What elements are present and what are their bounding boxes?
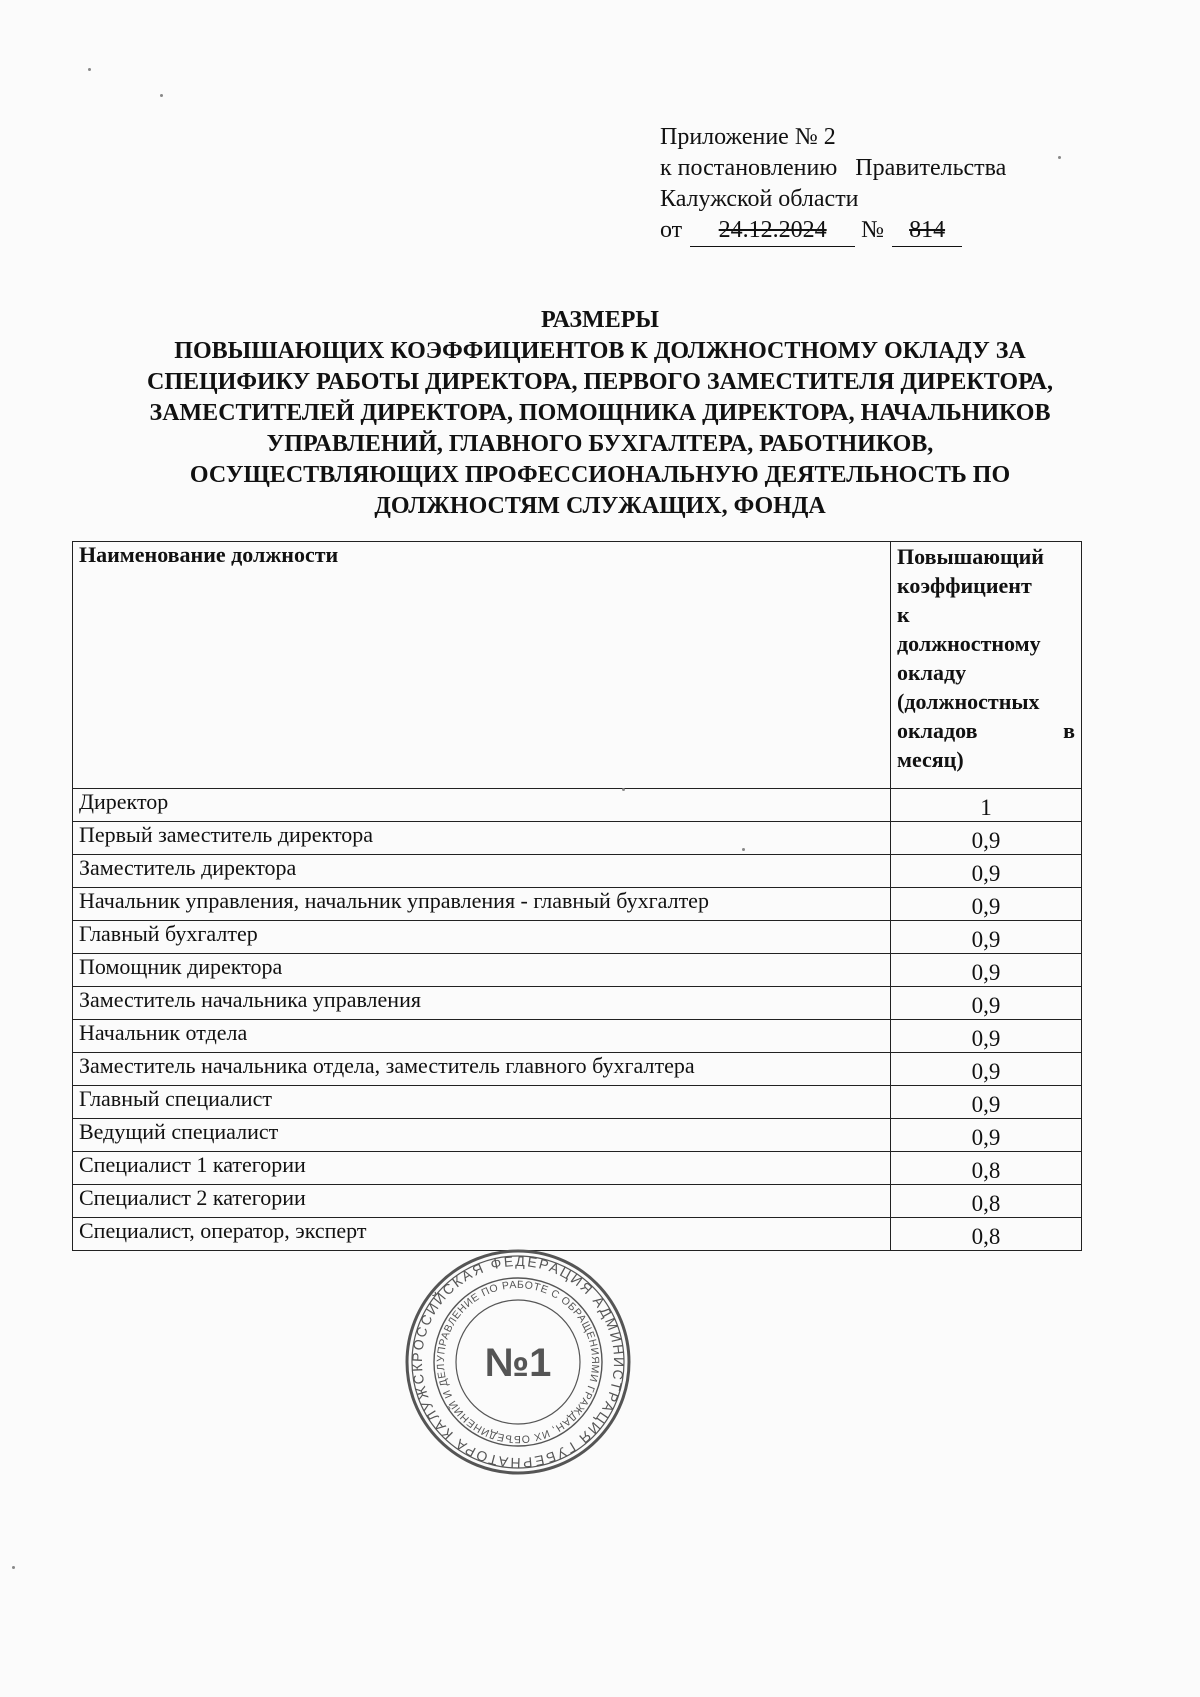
coefficient-value-cell: 0,9 xyxy=(891,855,1082,888)
coefficient-value-cell: 0,8 xyxy=(891,1218,1082,1251)
appendix-line-3: Калужской области xyxy=(660,186,859,212)
coefficient-value-cell: 0,9 xyxy=(891,888,1082,921)
scan-speck xyxy=(622,788,625,791)
coefficient-value-cell: 0,8 xyxy=(891,1152,1082,1185)
coefficient-value-cell: 0,9 xyxy=(891,1020,1082,1053)
header-coef-word: окладов xyxy=(897,718,978,743)
header-coef-line: Повышающий xyxy=(897,544,1044,569)
title-line: УПРАВЛЕНИЙ, ГЛАВНОГО БУХГАЛТЕРА, РАБОТНИКОВ, xyxy=(266,431,934,457)
header-position-name: Наименование должности xyxy=(73,542,891,789)
appendix-date: 24.12.2024 xyxy=(690,215,855,247)
position-name-cell: Заместитель директора xyxy=(73,855,891,888)
scan-speck xyxy=(12,1566,15,1569)
table-row xyxy=(73,921,1082,954)
appendix-line-4 xyxy=(660,215,1006,247)
coefficient-value-cell: 0,9 xyxy=(891,1119,1082,1152)
scan-speck xyxy=(88,68,91,71)
scan-speck xyxy=(1058,156,1061,159)
position-name-cell: Специалист, оператор, эксперт xyxy=(73,1218,891,1251)
table-header-row xyxy=(73,542,1082,789)
official-seal xyxy=(404,1248,632,1476)
position-name-cell: Начальник отдела xyxy=(73,1020,891,1053)
title-line: РАЗМЕРЫ xyxy=(541,307,659,333)
table-row xyxy=(73,1119,1082,1152)
appendix-line-1: Приложение № 2 xyxy=(660,124,836,150)
header-coef-line: (должностных xyxy=(897,689,1040,714)
position-name-cell: Ведущий специалист xyxy=(73,1119,891,1152)
table-row xyxy=(73,888,1082,921)
scan-speck xyxy=(160,94,163,97)
coefficient-value-cell: 0,8 xyxy=(891,1185,1082,1218)
table-row xyxy=(73,1086,1082,1119)
header-coefficient xyxy=(891,542,1082,789)
title-line: ОСУЩЕСТВЛЯЮЩИХ ПРОФЕССИОНАЛЬНУЮ ДЕЯТЕЛЬНОСТЬ ПО xyxy=(189,462,1011,488)
header-coef-line: к xyxy=(897,602,910,627)
header-coef-line xyxy=(897,716,1075,745)
document-title xyxy=(80,305,1120,522)
title-line: ПОВЫШАЮЩИХ КОЭФФИЦИЕНТОВ К ДОЛЖНОСТНОМУ ОКЛАДУ ЗА xyxy=(174,338,1026,364)
coefficient-value-cell: 0,9 xyxy=(891,1086,1082,1119)
appendix-block xyxy=(660,122,1006,247)
title-line: СПЕЦИФИКУ РАБОТЫ ДИРЕКТОРА, ПЕРВОГО ЗАМЕСТИТЕЛЯ ДИРЕКТОРА, xyxy=(146,369,1054,395)
position-name-cell: Главный бухгалтер xyxy=(73,921,891,954)
table-row xyxy=(73,1218,1082,1251)
position-name-cell: Специалист 2 категории xyxy=(73,1185,891,1218)
coefficient-value-cell: 1 xyxy=(891,789,1082,822)
seal-outer-text: РОССИЙСКАЯ ФЕДЕРАЦИЯ АДМИНИСТРАЦИЯ ГУБЕРНАТОРА КАЛУЖСК xyxy=(408,1252,628,1472)
appendix-ot-label: от xyxy=(660,217,683,243)
seal-inner-text: УПРАВЛЕНИЕ ПО РАБОТЕ С ОБРАЩЕНИЯМИ ГРАЖДАН, ИХ ОБЪЕДИНЕНИЙ И ДЕЛ xyxy=(434,1278,602,1446)
header-coef-line: месяц) xyxy=(897,747,964,772)
table-row xyxy=(73,1053,1082,1086)
coefficient-value-cell: 0,9 xyxy=(891,822,1082,855)
position-name-cell: Первый заместитель директора xyxy=(73,822,891,855)
table-body xyxy=(73,789,1082,1251)
table-row xyxy=(73,1020,1082,1053)
position-name-cell: Главный специалист xyxy=(73,1086,891,1119)
appendix-line-2 xyxy=(660,153,1006,184)
title-line: ЗАМЕСТИТЕЛЕЙ ДИРЕКТОРА, ПОМОЩНИКА ДИРЕКТОРА, НАЧАЛЬНИКОВ xyxy=(149,400,1051,426)
coefficient-value-cell: 0,9 xyxy=(891,987,1082,1020)
position-name-cell: Начальник управления, начальник управления - главный бухгалтер xyxy=(73,888,891,921)
coefficient-value-cell: 0,9 xyxy=(891,921,1082,954)
header-coef-line: окладу xyxy=(897,660,967,685)
table-row xyxy=(73,789,1082,822)
header-coef-line: должностному xyxy=(897,631,1041,656)
header-coef-word: в xyxy=(1063,718,1075,743)
position-name-cell: Помощник директора xyxy=(73,954,891,987)
table-row xyxy=(73,822,1082,855)
scan-speck xyxy=(742,848,745,851)
position-name-cell: Заместитель начальника управления xyxy=(73,987,891,1020)
appendix-government-label: Правительства xyxy=(855,155,1007,181)
position-name-cell: Директор xyxy=(73,789,891,822)
table-row xyxy=(73,954,1082,987)
table-row xyxy=(73,987,1082,1020)
appendix-number-sign: № xyxy=(861,217,885,243)
coefficients-table xyxy=(72,541,1082,1251)
seal-number: №1 xyxy=(484,1341,552,1385)
title-line: ДОЛЖНОСТЯМ СЛУЖАЩИХ, ФОНДА xyxy=(374,493,826,519)
position-name-cell: Заместитель начальника отдела, заместитель главного бухгалтера xyxy=(73,1053,891,1086)
appendix-number: 814 xyxy=(892,215,962,247)
seal-graphic xyxy=(404,1248,632,1476)
coefficient-value-cell: 0,9 xyxy=(891,954,1082,987)
position-name-cell: Специалист 1 категории xyxy=(73,1152,891,1185)
table-row xyxy=(73,855,1082,888)
appendix-decree-label: к постановлению xyxy=(660,155,838,181)
coefficient-value-cell: 0,9 xyxy=(891,1053,1082,1086)
table-row xyxy=(73,1152,1082,1185)
header-coef-line: коэффициент xyxy=(897,573,1032,598)
table-row xyxy=(73,1185,1082,1218)
